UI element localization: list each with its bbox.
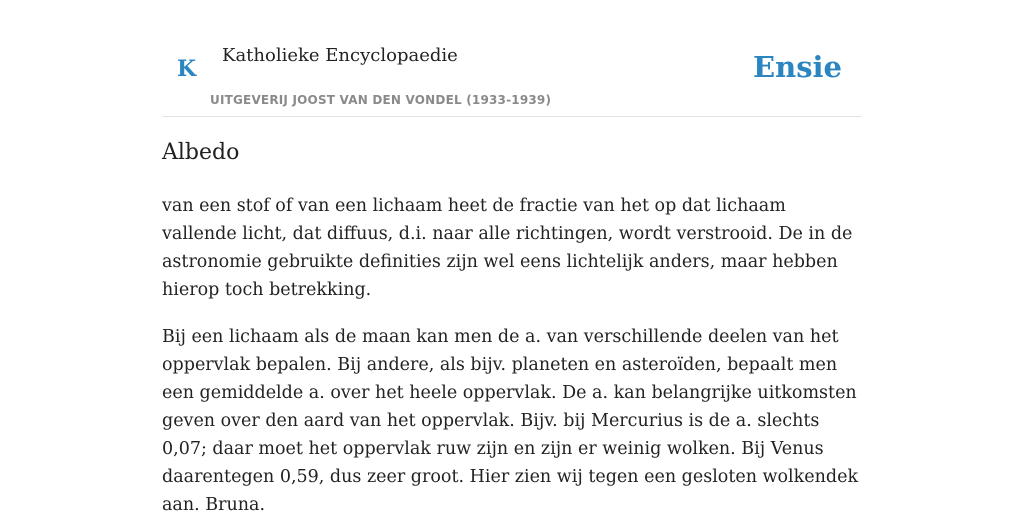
page-container <box>162 0 862 515</box>
publisher-subtitle: UITGEVERIJ JOOST VAN DEN VONDEL (1933-1939) <box>210 93 552 107</box>
site-title[interactable]: Katholieke Encyclopaedie <box>222 45 458 66</box>
encyclopedia-logo[interactable]: K <box>177 56 197 82</box>
header <box>162 0 862 117</box>
article-title: Albedo <box>162 140 240 165</box>
article-paragraph: Bij een lichaam als de maan kan men de a. van verschillende deelen van het oppervlak bepalen. Bij andere, als bijv. planeten en asteroïden, bepaalt men een gemiddelde a. over het heele oppervlak. De a. kan belangrijke uitkomsten geven over den aard van het oppervlak. Bijv. bij Mercurius is de a. slechts 0,07; daar moet het oppervlak ruw zijn en zijn er weinig wolken. Bij Venus daarentegen 0,59, dus zeer groot. Hier zien wij tegen een gesloten wolkendek aan. Bruna. <box>162 327 859 515</box>
ensie-brand-logo[interactable]: Ensie <box>753 50 842 84</box>
article-paragraph: van een stof of van een lichaam heet de fractie van het op dat lichaam vallende licht, dat diffuus, d.i. naar alle richtingen, wordt verstrooid. De in de astronomie gebruikte definities zijn wel eens lichtelijk anders, maar hebben hierop toch betrekking. <box>162 196 853 300</box>
